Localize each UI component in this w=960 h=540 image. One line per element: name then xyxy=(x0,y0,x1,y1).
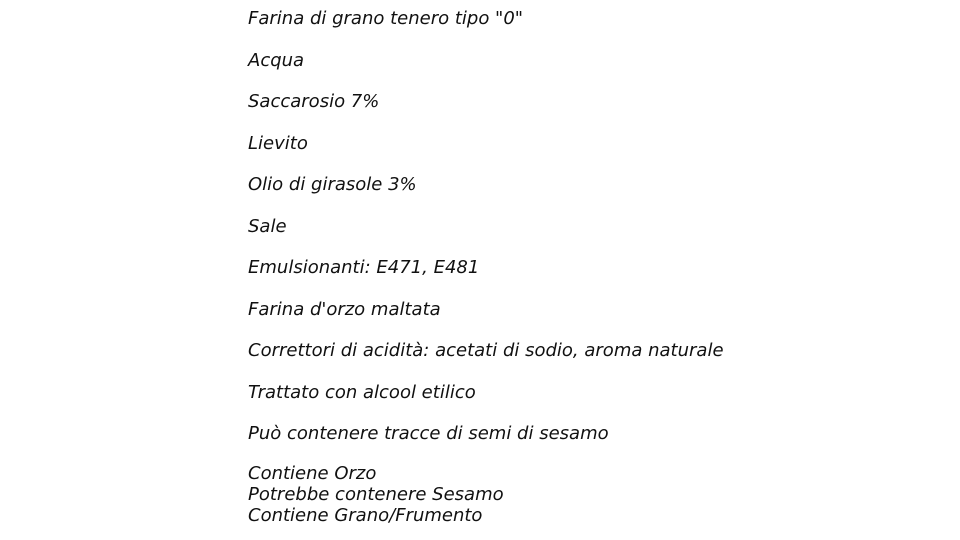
ingredient-item: Lievito xyxy=(248,132,308,154)
ingredient-item: Trattato con alcool etilico xyxy=(248,381,476,403)
ingredient-item: Saccarosio 7% xyxy=(248,91,380,112)
ingredient-item: Acqua xyxy=(248,49,305,71)
ingredient-item: Sale xyxy=(248,215,287,237)
ingredient-item: Farina d'orzo maltata xyxy=(248,298,441,320)
ingredient-item: Olio di girasole 3% xyxy=(248,174,417,195)
ingredients-list xyxy=(248,7,848,464)
ingredient-item: Farina di grano tenero tipo "0" xyxy=(248,8,524,29)
allergen-item: Contiene Orzo xyxy=(248,463,377,484)
allergen-item: Potrebbe contenere Sesamo xyxy=(248,484,504,505)
ingredient-item: Emulsionanti: E471, E481 xyxy=(248,257,480,278)
allergen-item: Contiene Grano/Frumento xyxy=(248,505,483,526)
allergen-statements xyxy=(248,463,504,526)
ingredient-item: Può contenere tracce di semi di sesamo xyxy=(248,423,609,444)
ingredient-item: Correttori di acidità: acetati di sodio, aroma naturale xyxy=(248,340,724,361)
